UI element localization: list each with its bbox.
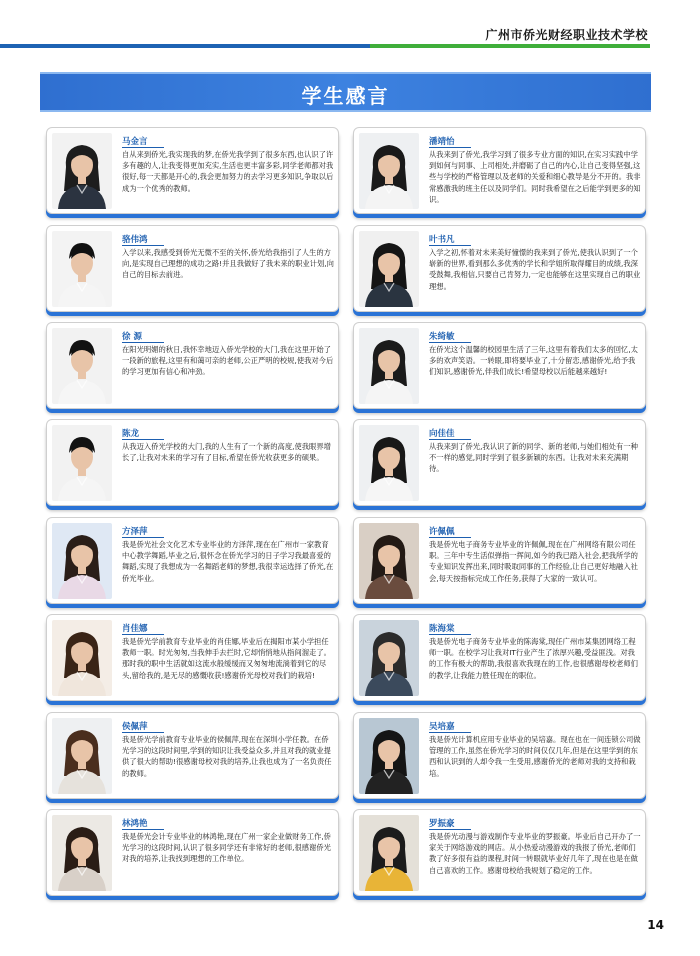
testimonial-card bbox=[353, 517, 646, 604]
testimonial-text: 我是侨光电子商务专业毕业的陈海棠,现任广州市某集团网络工程师一职。在校学习让我对IT行业产生了浓厚兴趣,受益匪浅。对我的工作有极大的帮助,我很喜欢我现在的工作,也很感谢母校老师们的教学,让我能力胜任现在的职位。 bbox=[429, 637, 638, 680]
page-number: 14 bbox=[647, 918, 664, 932]
student-name: 朱绮敏 bbox=[429, 332, 455, 342]
student-photo bbox=[52, 231, 112, 307]
student-name: 肖佳娜 bbox=[122, 624, 148, 634]
name-underline bbox=[122, 147, 164, 148]
name-underline bbox=[122, 634, 164, 635]
testimonial-text: 从我迈入侨光学校的大门,我的人生有了一个新的高度,使我眼界增长了,让我对未来的学习有了目标,希望在侨光收获更多的硕果。 bbox=[122, 442, 331, 463]
student-name: 马金言 bbox=[122, 137, 148, 147]
name-underline bbox=[122, 829, 164, 830]
testimonial-text: 我是侨光学前教育专业毕业的侯佩萍,现在在深圳小学任教。在侨光学习的这段时间里,学到的知识让我受益众多,并且对我的就业提供了很大的帮助!很感谢母校对我的培养,让我也成为了一名负责任的教师。 bbox=[122, 735, 332, 778]
student-name: 罗振豪 bbox=[429, 819, 455, 829]
header-rule-green bbox=[370, 44, 650, 48]
testimonial-card bbox=[353, 127, 646, 214]
testimonial-card bbox=[353, 809, 646, 896]
testimonial-card bbox=[46, 809, 339, 896]
student-photo bbox=[52, 718, 112, 794]
section-banner bbox=[40, 72, 651, 112]
student-name: 潘靖怡 bbox=[429, 137, 455, 147]
name-underline bbox=[429, 439, 471, 440]
testimonial-card bbox=[46, 225, 339, 312]
name-underline bbox=[122, 245, 164, 246]
student-name: 陈龙 bbox=[122, 429, 140, 439]
name-underline bbox=[429, 537, 471, 538]
testimonial-card bbox=[353, 614, 646, 701]
student-name: 许佩佩 bbox=[429, 527, 455, 537]
student-name: 陈海棠 bbox=[429, 624, 455, 634]
student-name: 吴培嘉 bbox=[429, 722, 455, 732]
student-photo bbox=[52, 328, 112, 404]
testimonial-text: 入学之初,怀着对未来美好憧憬的我来到了侨光,使我认识到了一个崭新的世界,看到那么多优秀的学长和学姐所取得耀目的成绩,我深受鼓舞,我相信,只要自己肯努力,一定也能够在这里实现自己的职业理想。 bbox=[429, 248, 641, 291]
testimonial-text: 我是侨光学前教育专业毕业的肖佳娜,毕业后在揭阳市某小学担任教师一职。时光匆匆,当我伸手去拦时,它却悄悄地从指间溜走了。那时我的职中生活就如这流水般缓缓而又匆匆地流淌着到它的尽头,留给我的,是无尽的感慨收获!感谢侨光母校对我们的栽培! bbox=[122, 637, 331, 680]
student-photo bbox=[359, 620, 419, 696]
testimonial-text: 我是侨光电子商务专业毕业的许佩佩,现在在广州网络有限公司任职。三年中专生活似弹指一挥间,如今的我已踏入社会,把我所学的专业知识发挥出来,同时吸取同事的工作经验,让自己更好地融入社会,每天按指标完成工作任务,获得了大家的一致认可。 bbox=[429, 540, 638, 583]
student-name: 侯佩萍 bbox=[122, 722, 148, 732]
testimonial-text: 我是侨光计算机应用专业毕业的吴培嘉。现在也在一间连锁公司做管理的工作,虽然在侨光学习的时间仅仅几年,但是在这里学到的东西和认识到的人却令我一生受用,感谢侨光的老师对我的支持和栽培。 bbox=[429, 735, 641, 778]
student-name: 叶书凡 bbox=[429, 235, 455, 245]
name-underline bbox=[429, 732, 471, 733]
testimonial-card bbox=[353, 322, 646, 409]
student-photo bbox=[52, 523, 112, 599]
student-photo bbox=[359, 718, 419, 794]
name-underline bbox=[122, 537, 164, 538]
name-underline bbox=[429, 342, 471, 343]
testimonial-text: 在阳光明媚的秋日,我怀幸地迈入侨光学校的大门,我在这里开始了一段新的旅程,这里有和蔼可亲的老师,公正严明的校规,使我对今后的学习更加有信心和冲劲。 bbox=[122, 345, 334, 377]
student-photo bbox=[359, 328, 419, 404]
student-photo bbox=[359, 231, 419, 307]
name-underline bbox=[429, 245, 471, 246]
testimonial-text: 我是侨光会计专业毕业的林鸿艳,现在广州一家企业做财务工作,侨光学习的这段时间,认识了很多同学还有非常好的老师,很感谢侨光对我的培养,让我找到理想的工作单位。 bbox=[122, 832, 331, 864]
name-underline bbox=[429, 829, 471, 830]
testimonial-text: 从我来到了侨光,我学习到了很多专业方面的知识,在实习实践中学到如何与同事、上司相处,并磨砺了自己的内心,让自己变得坚强,这些与学校的严格管理以及老师的关爱和细心教导是分不开的。我非常感激我的班主任以及同学们。同时我希望在之后能学到更多的知识。 bbox=[429, 150, 641, 204]
student-photo bbox=[52, 620, 112, 696]
testimonial-card bbox=[46, 517, 339, 604]
student-name: 骆伟鸿 bbox=[122, 235, 148, 245]
testimonial-text: 入学以来,我感受到侨光无微不至的关怀,侨光给我指引了人生的方向,是实现自己理想的成功之路!并且我做好了我未来的职业计划,向自己的目标去前进。 bbox=[122, 248, 334, 280]
testimonial-text: 自从来到侨光,我实现我的梦,在侨光我学到了很多东西,也认识了许多有趣的人,让我变得更加充实,生活也更丰富多彩,同学老师都对我很好,每一天都是开心的,我会更加努力的去学习更多知识,争取以后成为一个优秀的教师。 bbox=[122, 150, 334, 193]
testimonial-card bbox=[353, 419, 646, 506]
testimonial-text: 在侨光这个温馨的校园里生活了三年,这里有着我们太多的回忆,太多的欢声笑语。一转眼,即将要毕业了,十分留恋,感谢侨光,给予我们知识,感谢侨光,伴我们成长!希望母校以后能越来越好! bbox=[429, 345, 638, 377]
student-photo bbox=[52, 815, 112, 891]
section-title: 学生感言 bbox=[301, 84, 390, 108]
student-name: 向佳佳 bbox=[429, 429, 455, 439]
name-underline bbox=[429, 147, 471, 148]
student-name: 方泽萍 bbox=[122, 527, 148, 537]
testimonial-card bbox=[46, 322, 339, 409]
student-name: 林鸿艳 bbox=[122, 819, 148, 829]
testimonial-card bbox=[353, 225, 646, 312]
school-name: 广州市侨光财经职业技术学校 bbox=[485, 28, 648, 42]
testimonial-text: 从我来到了侨光,我认识了新的同学、新的老师,与她们相处有一种不一样的感觉,同时学到了很多新颖的东西。让我对未来充满期待。 bbox=[429, 442, 638, 474]
student-photo bbox=[52, 425, 112, 501]
page-header bbox=[0, 0, 700, 52]
header-rule-blue bbox=[0, 44, 370, 48]
testimonial-card bbox=[353, 712, 646, 799]
name-underline bbox=[122, 439, 164, 440]
testimonial-text: 我是侨光社会文化艺术专业毕业的方泽萍,现在在广州市一家教育中心教学舞蹈,毕业之后,很怀念在侨光学习的日子学习我最喜爱的舞蹈,实现了我想成为一名舞蹈老师的梦想,我很幸运选择了侨光,在侨光毕业。 bbox=[122, 540, 334, 583]
name-underline bbox=[122, 732, 164, 733]
testimonial-card bbox=[46, 712, 339, 799]
testimonial-card bbox=[46, 614, 339, 701]
student-photo bbox=[359, 133, 419, 209]
student-photo bbox=[359, 815, 419, 891]
testimonial-card bbox=[46, 419, 339, 506]
student-photo bbox=[359, 523, 419, 599]
testimonial-text: 我是侨光动漫与游戏制作专业毕业的罗振豪。毕业后自己开办了一家关于网络游戏的网店。从小热爱动漫游戏的我报了侨光,老师们教了好多很有益的课程,时间一转眼就毕业好几年了,现在也是在做自己喜欢的工作。感谢母校给我规划了稳定的工作。 bbox=[429, 832, 641, 875]
name-underline bbox=[122, 342, 164, 343]
student-photo bbox=[52, 133, 112, 209]
student-name: 徐 源 bbox=[122, 332, 142, 342]
testimonial-card bbox=[46, 127, 339, 214]
name-underline bbox=[429, 634, 471, 635]
student-photo bbox=[359, 425, 419, 501]
